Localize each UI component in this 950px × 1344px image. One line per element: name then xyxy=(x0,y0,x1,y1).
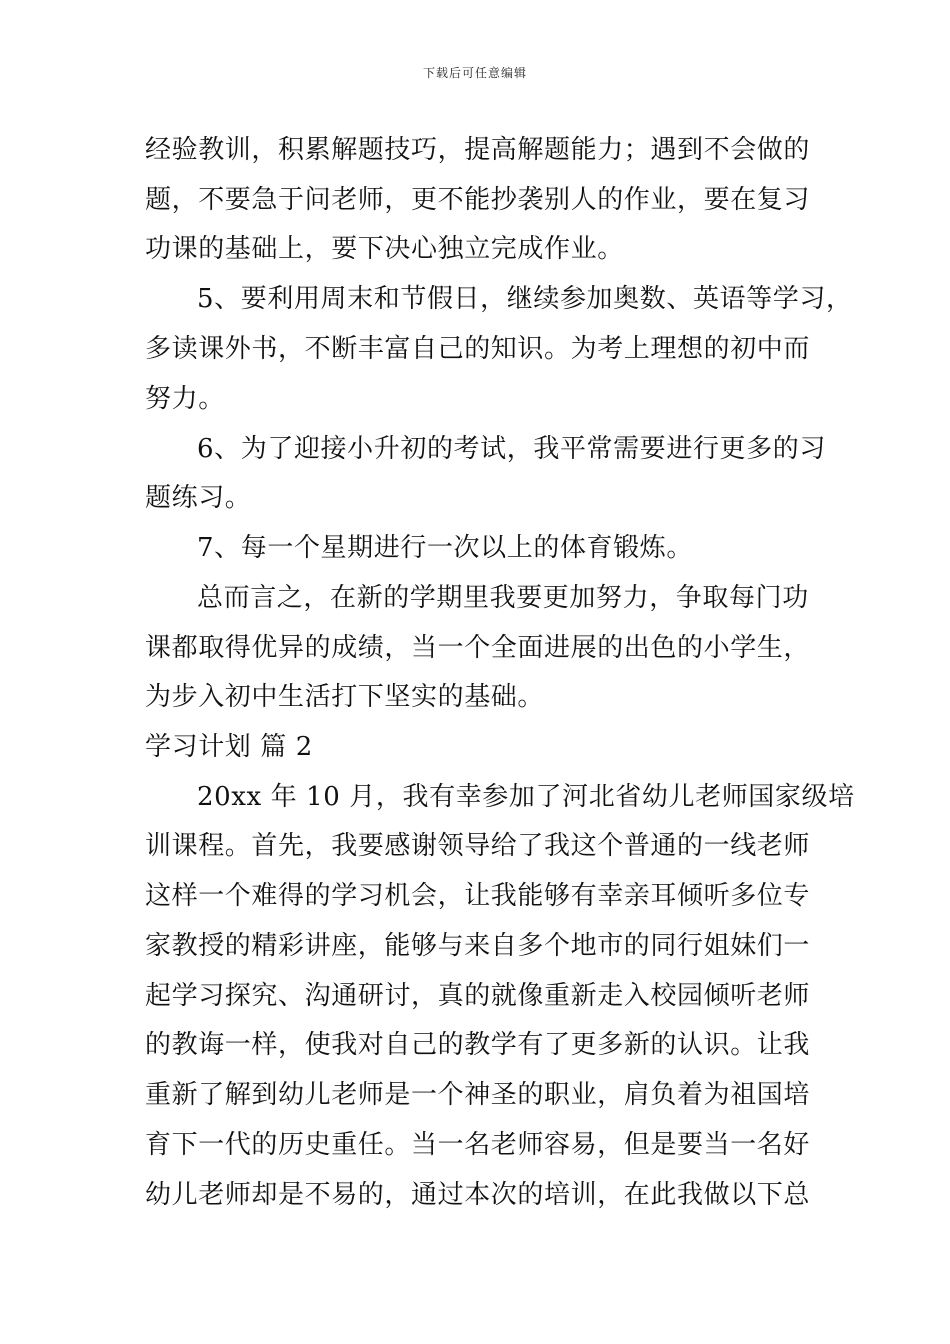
text-line: 重新了解到幼儿老师是一个神圣的职业，肩负着为祖国培 xyxy=(145,1080,811,1110)
list-item-6: 6、为了迎接小升初的考试，我平常需要进行更多的习 xyxy=(197,434,826,464)
text-line: 功课的基础上，要下决心独立完成作业。 xyxy=(145,234,624,264)
text-line: 题练习。 xyxy=(145,483,252,513)
list-item-5: 5、要利用周末和节假日，继续参加奥数、英语等学习， xyxy=(197,284,853,314)
section-heading: 学习计划 篇 2 xyxy=(145,732,313,762)
text-line: 这样一个难得的学习机会，让我能够有幸亲耳倾听多位专 xyxy=(145,881,811,911)
summary-paragraph: 总而言之，在新的学期里我要更加努力，争取每门功 xyxy=(197,583,809,613)
text-line: 多读课外书，不断丰富自己的知识。为考上理想的初中而 xyxy=(145,334,811,364)
text-line: 题，不要急于问老师，更不能抄袭别人的作业，要在复习 xyxy=(145,185,811,215)
text-line: 训课程。首先，我要感谢领导给了我这个普通的一线老师 xyxy=(145,831,811,861)
section-paragraph: 20xx 年 10 月，我有幸参加了河北省幼儿老师国家级培 xyxy=(197,782,855,812)
text-line: 幼儿老师却是不易的，通过本次的培训，在此我做以下总 xyxy=(145,1180,811,1210)
text-line: 育下一代的历史重任。当一名老师容易，但是要当一名好 xyxy=(145,1130,811,1160)
list-item-7: 7、每一个星期进行一次以上的体育锻炼。 xyxy=(197,533,693,563)
text-line: 为步入初中生活打下坚实的基础。 xyxy=(145,682,545,712)
text-line: 起学习探究、沟通研讨，真的就像重新走入校园倾听老师 xyxy=(145,981,811,1011)
text-line: 经验教训，积累解题技巧，提高解题能力；遇到不会做的 xyxy=(145,135,811,165)
text-line: 努力。 xyxy=(145,384,225,414)
text-line: 家教授的精彩讲座，能够与来自多个地市的同行姐妹们一 xyxy=(145,931,811,961)
text-line: 的教诲一样，使我对自己的教学有了更多新的认识。让我 xyxy=(145,1030,811,1060)
page-header: 下载后可任意编辑 xyxy=(422,66,527,80)
text-line: 课都取得优异的成绩，当一个全面进展的出色的小学生， xyxy=(145,633,811,663)
